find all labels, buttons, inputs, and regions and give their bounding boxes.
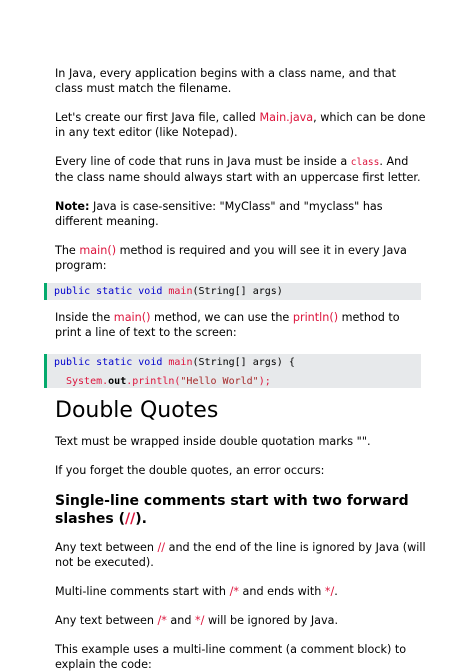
paragraph-class-rule: Every line of code that runs in Java must be inside a class. And the class name should always start with an uppercase first letter. [55,155,421,184]
paragraph-main-method: The main() method is required and you will see it in every Java program: [55,244,407,272]
paragraph-comment-block-example: This example uses a multi-line comment (a comment block) to explain the code: [55,643,407,671]
paragraph-intro: In Java, every application begins with a class name, and that class must match the filename. [55,67,396,95]
paragraph-println: Inside the main() method, we can use the println() method to print a line of text to the screen: [55,311,400,339]
heading-double-quotes: Double Quotes [55,398,219,423]
paragraph-multi-line-start: Multi-line comments start with /* and ends with */. [55,585,338,598]
filename-highlight: Main.java [259,111,314,124]
paragraph-quotes-rule: Text must be wrapped inside double quotation marks "". [55,435,371,448]
document-content [55,66,427,672]
code-block-main-signature: public static void main(String[] args) [44,283,421,300]
paragraph-quotes-error: If you forget the double quotes, an error occurs: [55,464,325,477]
inline-code-println: println() [292,311,339,324]
code-block-hello-world [44,354,421,388]
inline-code-main: main() [79,244,117,257]
inline-code-main-2: main() [113,311,151,324]
paragraph-multi-line-ignore: Any text between /* and */ will be ignored by Java. [55,614,339,627]
paragraph-create-file: Let's create our first Java file, called Main.java, which can be done in any text editor (like Notepad). [55,111,426,139]
code-line-2: System.out.println("Hello World"); [66,376,271,387]
paragraph-note: Note: Java is case-sensitive: "MyClass" and "myclass" has different meaning. [55,200,383,228]
code-line-1: public static void main(String[] args) { [54,357,295,368]
paragraph-single-line-ignore: Any text between // and the end of the line is ignored by Java (will not be executed). [55,541,426,569]
inline-code-class: class [350,157,380,168]
heading-single-line-comments: Single-line comments start with two forward slashes (//). [55,493,409,527]
